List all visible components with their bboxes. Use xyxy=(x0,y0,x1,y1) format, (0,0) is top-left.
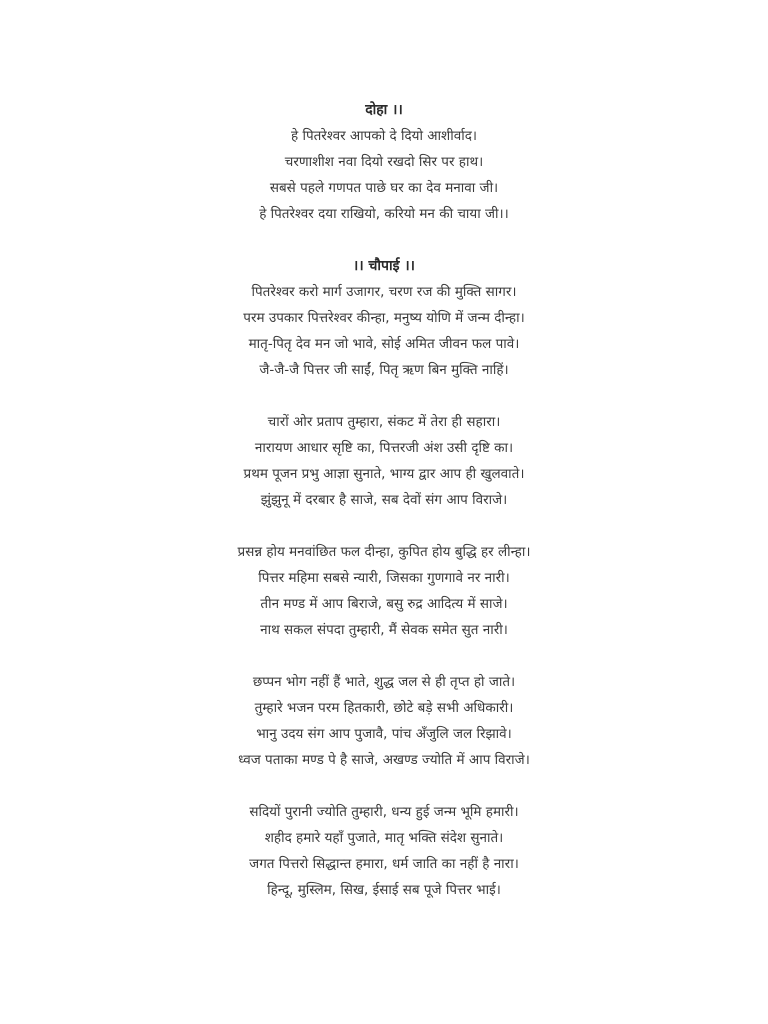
chaupai-line: सदियों पुरानी ज्योति तुम्हारी, धन्य हुई जन्म भूमि हमारी। xyxy=(249,804,519,820)
chaupai-line: जगत पित्तरो सिद्धान्त हमारा, धर्म जाति का नहीं है नारा। xyxy=(249,856,519,872)
chaupai-line: नाथ सकल संपदा तुम्हारी, मैं सेवक समेत सुत नारी। xyxy=(260,622,508,638)
stanza-spacer xyxy=(0,513,768,539)
doha-line: हे पितरेश्वर दया राखियो, करियो मन की चाया जी।। xyxy=(259,206,509,222)
chaupai-line: तुम्हारे भजन परम हितकारी, छोटे बड़े सभी अधिकारी। xyxy=(254,700,514,716)
chaupai-line: शहीद हमारे यहाँ पुजाते, मातृ भक्ति संदेश सुनाते। xyxy=(264,830,504,846)
doha-heading: दोहा ।। xyxy=(365,102,403,118)
chaupai-line: प्रथम पूजन प्रभु आज्ञा सुनाते, भाग्य द्वार आप ही खुलवाते। xyxy=(243,466,525,482)
stanza-spacer xyxy=(0,643,768,669)
chaupai-line: हिन्दू, मुस्लिम, सिख, ईसाई सब पूजे पित्तर भाई। xyxy=(267,882,501,898)
chaupai-line: ध्वज पताका मण्ड पे है साजे, अखण्ड ज्योति में आप विराजे। xyxy=(238,752,530,768)
stanza-spacer xyxy=(0,773,768,799)
doha-line: सबसे पहले गणपत पाछे घर का देव मनावा जी। xyxy=(269,180,499,196)
chaupai-line: परम उपकार पित्तरेश्वर कीन्हा, मनुष्य योणि में जन्म दीन्हा। xyxy=(243,310,525,326)
chaupai-line: पित्तर महिमा सबसे न्यारी, जिसका गुणगावे नर नारी। xyxy=(258,570,510,586)
chaupai-line: भानु उदय संग आप पुजावै, पांच अँजुलि जल रिझावे। xyxy=(256,726,512,742)
chaupai-line: चारों ओर प्रताप तुम्हारा, संकट में तेरा ही सहारा। xyxy=(267,414,501,430)
chaupai-line: जै-जै-जै पित्तर जी साईं, पितृ ऋण बिन मुक्ति नाहिं। xyxy=(259,362,509,378)
chaupai-line: तीन मण्ड में आप बिराजे, बसु रुद्र आदित्य में साजे। xyxy=(260,596,508,612)
doha-line: हे पितरेश्वर आपको दे दियो आशीर्वाद। xyxy=(290,128,478,144)
chaupai-line: पितरेश्वर करो मार्ग उजागर, चरण रज की मुक्ति सागर। xyxy=(251,284,517,300)
chaupai-heading: ।। चौपाई ।। xyxy=(353,258,415,274)
chaupai-line: छप्पन भोग नहीं हैं भाते, शुद्ध जल से ही तृप्त हो जाते। xyxy=(252,674,516,690)
chaupai-line: झुंझुनू में दरबार है साजे, सब देवों संग आप विराजे। xyxy=(260,492,508,508)
doha-line: चरणाशीश नवा दियो रखदो सिर पर हाथ। xyxy=(284,154,484,170)
chaupai-line: मातृ-पितृ देव मन जो भावे, सोई अमित जीवन फल पावे। xyxy=(248,336,520,352)
chaupai-line: नारायण आधार सृष्टि का, पित्तरजी अंश उसी दृष्टि का। xyxy=(254,440,514,456)
chaupai-line: प्रसन्न होय मनवांछित फल दीन्हा, कुपित होय बुद्धि हर लीन्हा। xyxy=(237,544,531,560)
stanza-spacer xyxy=(0,383,768,409)
section-spacer xyxy=(0,227,768,253)
